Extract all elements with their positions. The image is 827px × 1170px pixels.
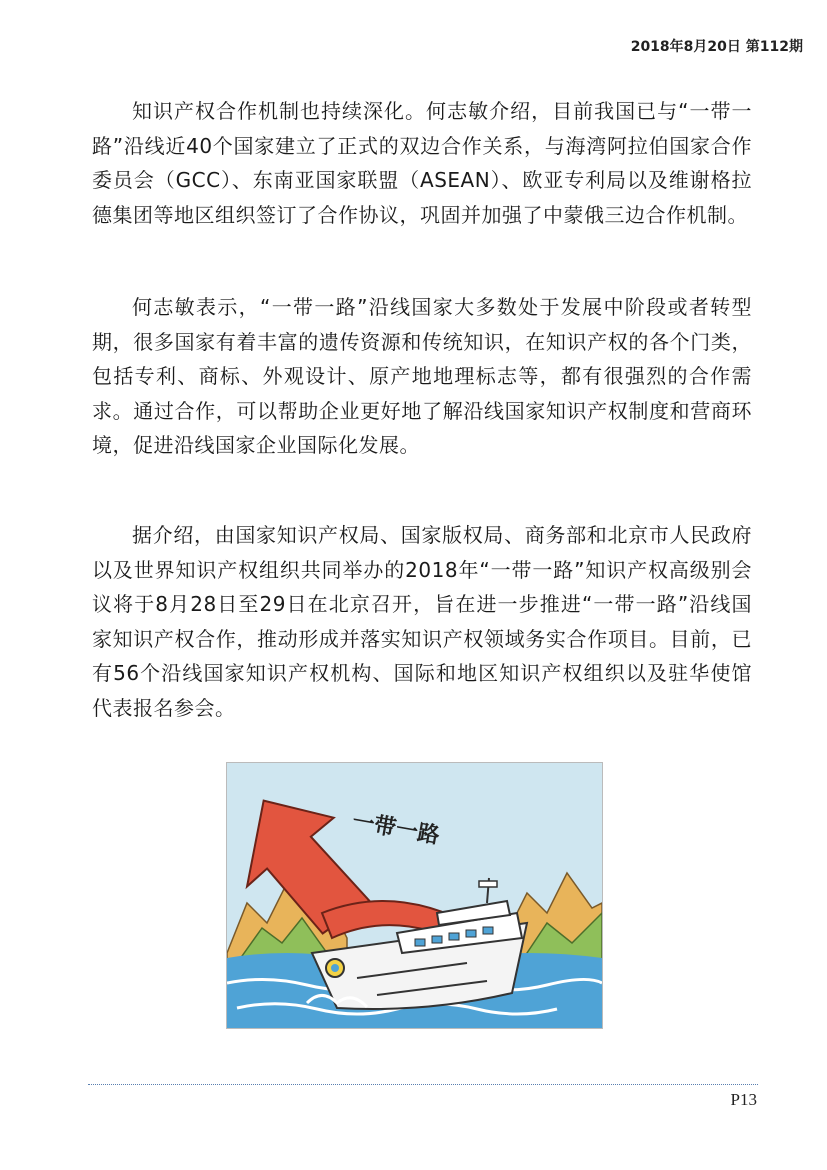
paragraph-2: 何志敏表示，“一带一路”沿线国家大多数处于发展中阶段或者转型期，很多国家有着丰富的遗传资源和传统知识，在知识产权的各个门类，包括专利、商标、外观设计、原产地地理标志等，都有很强烈的合作需求。通过合作，可以帮助企业更好地了解沿线国家知识产权制度和营商环境，促进沿线国家企业国际化发展。 bbox=[92, 295, 752, 457]
paragraph-3: 据介绍，由国家知识产权局、国家版权局、商务部和北京市人民政府以及世界知识产权组织共同举办的2018年“一带一路”知识产权高级别会议将于8月28日至29日在北京召开，旨在进一步推进“一带一路”沿线国家知识产权合作，推动形成并落实知识产权领域务实合作项目。目前，已有56个沿线国家知识产权机构、国际和地区知识产权组织以及驻华使馆代表报名参会。 bbox=[92, 523, 752, 720]
belt-and-road-illustration bbox=[226, 762, 603, 1029]
arrow-caption: 一带一路 bbox=[350, 809, 442, 850]
paragraph-1: 知识产权合作机制也持续深化。何志敏介绍，目前我国已与“一带一路”沿线近40个国家建立了正式的双边合作关系，与海湾阿拉伯国家合作委员会（GCC）、东南亚国家联盟（ASEAN）、欧亚专利局以及维谢格拉德集团等地区组织签订了合作协议，巩固并加强了中蒙俄三边合作机制。 bbox=[92, 99, 752, 227]
ship-arrow-cartoon bbox=[227, 763, 602, 1028]
footer-divider bbox=[88, 1084, 758, 1085]
page-number: P13 bbox=[730, 1090, 757, 1109]
issue-date: 2018年8月20日 第112期 bbox=[630, 39, 803, 55]
